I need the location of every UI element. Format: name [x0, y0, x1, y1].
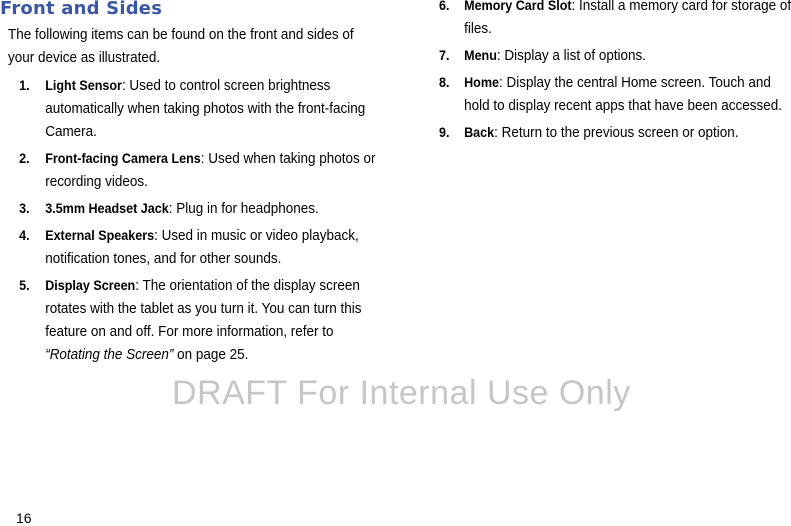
item-description: : The orientation of the display screen rotates with the tablet as you turn it. You can turn this feature on and off. For more information, refer to: [45, 278, 362, 340]
list-item-menu: [439, 44, 791, 68]
item-description: : Return to the previous screen or option.: [494, 125, 739, 141]
item-description: : Install a memory card for storage of files.: [464, 0, 791, 37]
draft-watermark: DRAFT For Internal Use Only: [172, 374, 631, 412]
item-term: Light Sensor: [45, 78, 122, 93]
item-number: 8.: [439, 75, 450, 90]
item-description-tail: on page 25.: [173, 347, 249, 363]
list-item-memory-card-slot: [439, 0, 791, 41]
list-item-headset-jack: [8, 197, 380, 221]
list-item-display-screen: [8, 274, 380, 367]
cross-reference-link[interactable]: “Rotating the Screen”: [45, 347, 174, 363]
item-number: 3.: [19, 201, 30, 216]
right-column: [439, 0, 791, 148]
item-number: 9.: [439, 125, 450, 140]
intro-paragraph: The following items can be found on the front and sides of your device as illustrated.: [8, 27, 354, 66]
item-term: Home: [464, 75, 499, 90]
item-description: : Display the central Home screen. Touch and hold to display recent apps that have been accessed.: [464, 75, 782, 114]
list-item-back: [439, 121, 791, 145]
item-term: 3.5mm Headset Jack: [45, 201, 169, 216]
item-number: 6.: [439, 0, 450, 13]
list-item-external-speakers: [8, 224, 380, 271]
page-number: 16: [16, 510, 32, 526]
item-term: Display Screen: [45, 278, 136, 293]
item-description: : Display a list of options.: [496, 48, 647, 64]
list-item-home: [439, 71, 791, 118]
list-item-front-camera: [8, 147, 380, 194]
item-number: 4.: [19, 228, 30, 243]
list-item-light-sensor: [8, 74, 380, 144]
left-column: [8, 24, 380, 370]
item-term: External Speakers: [45, 228, 155, 243]
item-number: 1.: [19, 78, 30, 93]
item-term: Memory Card Slot: [464, 0, 572, 13]
item-description: : Used to control screen brightness automatically when taking photos with the front-facing Camera.: [45, 78, 366, 140]
item-number: 2.: [19, 151, 30, 166]
item-description: : Used in music or video playback, notification tones, and for other sounds.: [45, 228, 359, 267]
item-description: : Used when taking photos or recording videos.: [45, 151, 376, 190]
section-title: Front and Sides: [0, 0, 163, 19]
item-term: Back: [464, 125, 495, 140]
item-term: Menu: [464, 48, 497, 63]
item-term: Front-facing Camera Lens: [45, 151, 201, 166]
item-description: : Plug in for headphones.: [168, 201, 319, 217]
item-number: 5.: [19, 278, 30, 293]
item-number: 7.: [439, 48, 450, 63]
